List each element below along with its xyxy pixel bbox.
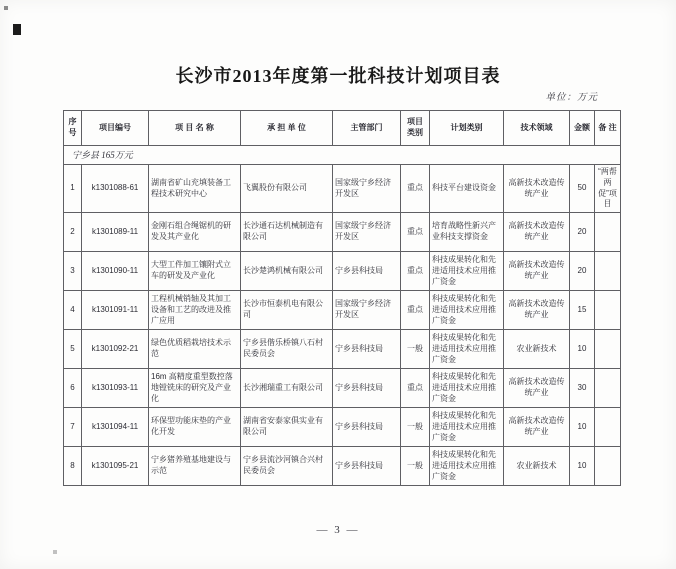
table-row [64, 165, 621, 213]
table-row [64, 213, 621, 252]
header-dept: 主管部门 [333, 111, 401, 146]
cell-code: k1301093-11 [82, 369, 149, 408]
cell-unit: 长沙湘瑞重工有限公司 [241, 369, 333, 408]
page-number: — 3 — [316, 524, 360, 536]
cell-remark: “两帮两促”项目 [595, 165, 621, 213]
cell-code: k1301089-11 [82, 213, 149, 252]
cell-plan: 科技成果转化和先进适用技术应用推广资金 [430, 447, 504, 486]
cell-category: 重点 [401, 291, 430, 330]
cell-plan: 科技平台建设资金 [430, 165, 504, 213]
cell-code: k1301094-11 [82, 408, 149, 447]
cell-no: 8 [64, 447, 82, 486]
cell-amount: 20 [570, 252, 595, 291]
cell-plan: 科技成果转化和先进适用技术应用推广资金 [430, 291, 504, 330]
cell-field: 高新技术改造传统产业 [504, 165, 570, 213]
cell-dept: 宁乡县科技局 [333, 252, 401, 291]
table-row [64, 330, 621, 369]
cell-name: 绿色优质稻栽培技术示范 [149, 330, 241, 369]
cell-category: 重点 [401, 369, 430, 408]
cell-unit: 湖南省安泰家俱实业有限公司 [241, 408, 333, 447]
cell-code: k1301088-61 [82, 165, 149, 213]
header-plan: 计划类别 [430, 111, 504, 146]
table-row [64, 252, 621, 291]
cell-no: 6 [64, 369, 82, 408]
project-table-body [64, 146, 621, 486]
table-row [64, 447, 621, 486]
cell-remark [595, 330, 621, 369]
cell-unit: 长沙通石达机械制造有限公司 [241, 213, 333, 252]
cell-name: 16m 高精度重型数控落地镗铣床的研究及产业化 [149, 369, 241, 408]
cell-category: 一般 [401, 330, 430, 369]
cell-name: 宁乡猪养殖基地建设与示范 [149, 447, 241, 486]
group-row-label: 宁乡县 165万元 [64, 146, 621, 165]
cell-dept: 国家级宁乡经济开发区 [333, 165, 401, 213]
cell-remark [595, 213, 621, 252]
header-name: 项 目 名 称 [149, 111, 241, 146]
header-amount: 金额 [570, 111, 595, 146]
cell-field: 高新技术改造传统产业 [504, 213, 570, 252]
cell-amount: 20 [570, 213, 595, 252]
cell-field: 高新技术改造传统产业 [504, 408, 570, 447]
cell-remark [595, 291, 621, 330]
cell-amount: 10 [570, 447, 595, 486]
cell-name: 环保型功能床垫的产业化开发 [149, 408, 241, 447]
unit-note: 单位：万元 [545, 93, 598, 103]
cell-plan: 培育战略性新兴产业科技支撑资金 [430, 213, 504, 252]
cell-dept: 国家级宁乡经济开发区 [333, 291, 401, 330]
scan-artifact [13, 24, 21, 35]
header-code: 项目编号 [82, 111, 149, 146]
cell-amount: 10 [570, 330, 595, 369]
cell-category: 重点 [401, 165, 430, 213]
cell-category: 一般 [401, 447, 430, 486]
header-field: 技术领域 [504, 111, 570, 146]
cell-no: 4 [64, 291, 82, 330]
cell-dept: 国家级宁乡经济开发区 [333, 213, 401, 252]
cell-no: 5 [64, 330, 82, 369]
cell-code: k1301092-21 [82, 330, 149, 369]
cell-plan: 科技成果转化和先进适用技术应用推广资金 [430, 252, 504, 291]
header-unit: 承 担 单 位 [241, 111, 333, 146]
cell-dept: 宁乡县科技局 [333, 369, 401, 408]
cell-name: 大型工件加工镶附式立车的研发及产业化 [149, 252, 241, 291]
cell-unit: 宁乡县流沙河镇合兴村民委员会 [241, 447, 333, 486]
cell-field: 农业新技术 [504, 330, 570, 369]
cell-dept: 宁乡县科技局 [333, 408, 401, 447]
cell-no: 7 [64, 408, 82, 447]
table-row [64, 408, 621, 447]
cell-unit: 长沙市恒泰机电有限公司 [241, 291, 333, 330]
page-title: 长沙市2013年度第一批科技计划项目表 [175, 66, 501, 86]
cell-amount: 30 [570, 369, 595, 408]
group-row-ningxiang [64, 146, 621, 165]
cell-no: 1 [64, 165, 82, 213]
table-header-row [64, 111, 621, 146]
cell-name: 湖南省矿山充填装备工程技术研究中心 [149, 165, 241, 213]
cell-dept: 宁乡县科技局 [333, 447, 401, 486]
header-no: 序号 [64, 111, 82, 146]
cell-field: 高新技术改造传统产业 [504, 369, 570, 408]
project-table [63, 110, 621, 486]
cell-category: 重点 [401, 252, 430, 291]
cell-remark [595, 252, 621, 291]
scan-artifact [4, 6, 8, 10]
cell-dept: 宁乡县科技局 [333, 330, 401, 369]
cell-no: 3 [64, 252, 82, 291]
cell-no: 2 [64, 213, 82, 252]
table-row [64, 291, 621, 330]
cell-category: 重点 [401, 213, 430, 252]
cell-unit: 宁乡县偕乐桥镇八石村民委员会 [241, 330, 333, 369]
cell-remark [595, 408, 621, 447]
cell-unit: 长沙楚鸿机械有限公司 [241, 252, 333, 291]
cell-plan: 科技成果转化和先进适用技术应用推广资金 [430, 330, 504, 369]
cell-name: 金刚石组合绳锯机的研发及其产业化 [149, 213, 241, 252]
table-row [64, 369, 621, 408]
cell-remark [595, 447, 621, 486]
cell-amount: 10 [570, 408, 595, 447]
scan-artifact [53, 550, 57, 554]
cell-category: 一般 [401, 408, 430, 447]
cell-name: 工程机械销轴及其加工设备和工艺的改进及推广应用 [149, 291, 241, 330]
cell-code: k1301091-11 [82, 291, 149, 330]
cell-code: k1301095-21 [82, 447, 149, 486]
cell-amount: 15 [570, 291, 595, 330]
cell-field: 高新技术改造传统产业 [504, 291, 570, 330]
header-remark: 备 注 [595, 111, 621, 146]
header-category: 项目 类别 [401, 111, 430, 146]
cell-field: 农业新技术 [504, 447, 570, 486]
cell-amount: 50 [570, 165, 595, 213]
cell-remark [595, 369, 621, 408]
cell-field: 高新技术改造传统产业 [504, 252, 570, 291]
cell-plan: 科技成果转化和先进适用技术应用推广资金 [430, 408, 504, 447]
cell-code: k1301090-11 [82, 252, 149, 291]
cell-plan: 科技成果转化和先进适用技术应用推广资金 [430, 369, 504, 408]
cell-unit: 飞翼股份有限公司 [241, 165, 333, 213]
